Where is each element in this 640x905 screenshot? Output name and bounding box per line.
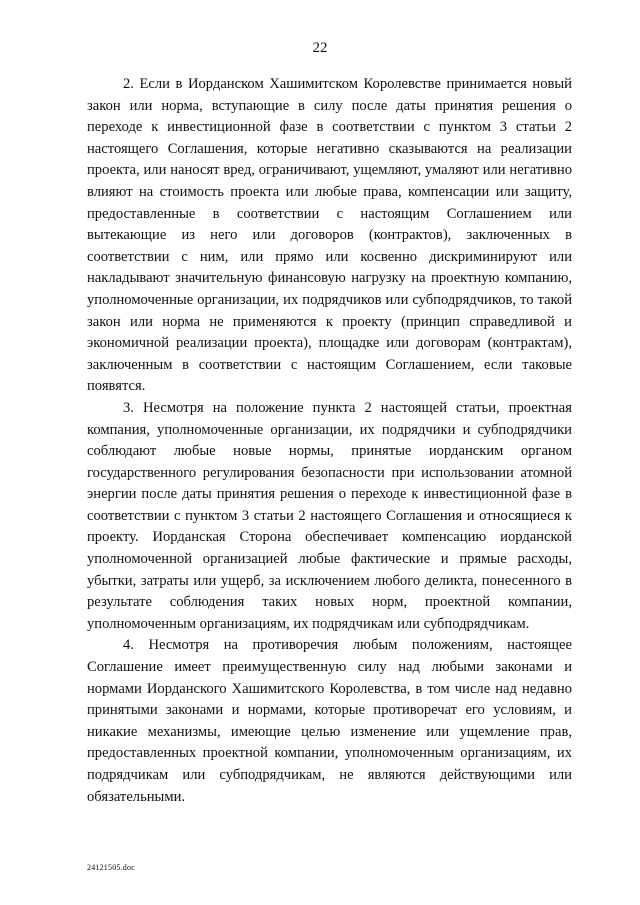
footer-filename: 24121505.doc [87,863,135,872]
document-body [87,74,572,808]
paragraph-clause-2: 2. Если в Иорданском Хашимитском Королевстве принимается новый закон или норма, вступающие в силу после даты принятия решения о переходе к инвестиционной фазе в соответствии с пунктом 3 статьи 2 настоящего Соглашения, которые негативно сказываются на реализации проекта, или наносят вред, ограничивают, ущемляют, умаляют или негативно влияют на стоимость проекта или любые права, компенсации или защиту, предоставленные в соответствии с настоящим Соглашением или вытекающие из него или договоров (контрактов), заключенных в соответствии с ним, или прямо или косвенно дискриминируют или накладывают значительную финансовую нагрузку на проектную компанию, уполномоченные организации, их подрядчиков или субподрядчиков, то такой закон или норма не применяются к проекту (принцип справедливой и экономичной реализации проекта), площадке или договорам (контрактам), заключенным в соответствии с настоящим Соглашением, если таковые появятся. [87,76,572,395]
page-number: 22 [312,40,328,56]
paragraph-clause-3: 3. Несмотря на положение пункта 2 настоящей статьи, проектная компания, уполномоченные организации, их подрядчики и субподрядчики соблюдают любые новые нормы, принятые иорданским органом государственного регулирования безопасности при использовании атомной энергии после даты принятия решения о переходе к инвестиционной фазе в соответствии с пунктом 3 статьи 2 настоящего Соглашения и относящиеся к проекту. Иорданская Сторона обеспечивает компенсацию иорданской уполномоченной организацией любые фактические и прямые расходы, убытки, затраты или ущерб, за исключением любого деликта, понесенного в результате соблюдения таких новых норм, проектной компании, уполномоченным организациям, их подрядчикам или субподрядчикам. [87,399,572,632]
paragraph-clause-4: 4. Несмотря на противоречия любым положениям, настоящее Соглашение имеет преимущественную силу над любыми законами и нормами Иорданского Хашимитского Королевства, в том числе над недавно принятыми законами и нормами, которые противоречат его условиям, и никакие механизмы, имеющие целью изменение или ущемление прав, предоставленных проектной компании, уполномоченным организациям, их подрядчикам или субподрядчикам, не являются действующими или обязательными. [87,637,572,805]
